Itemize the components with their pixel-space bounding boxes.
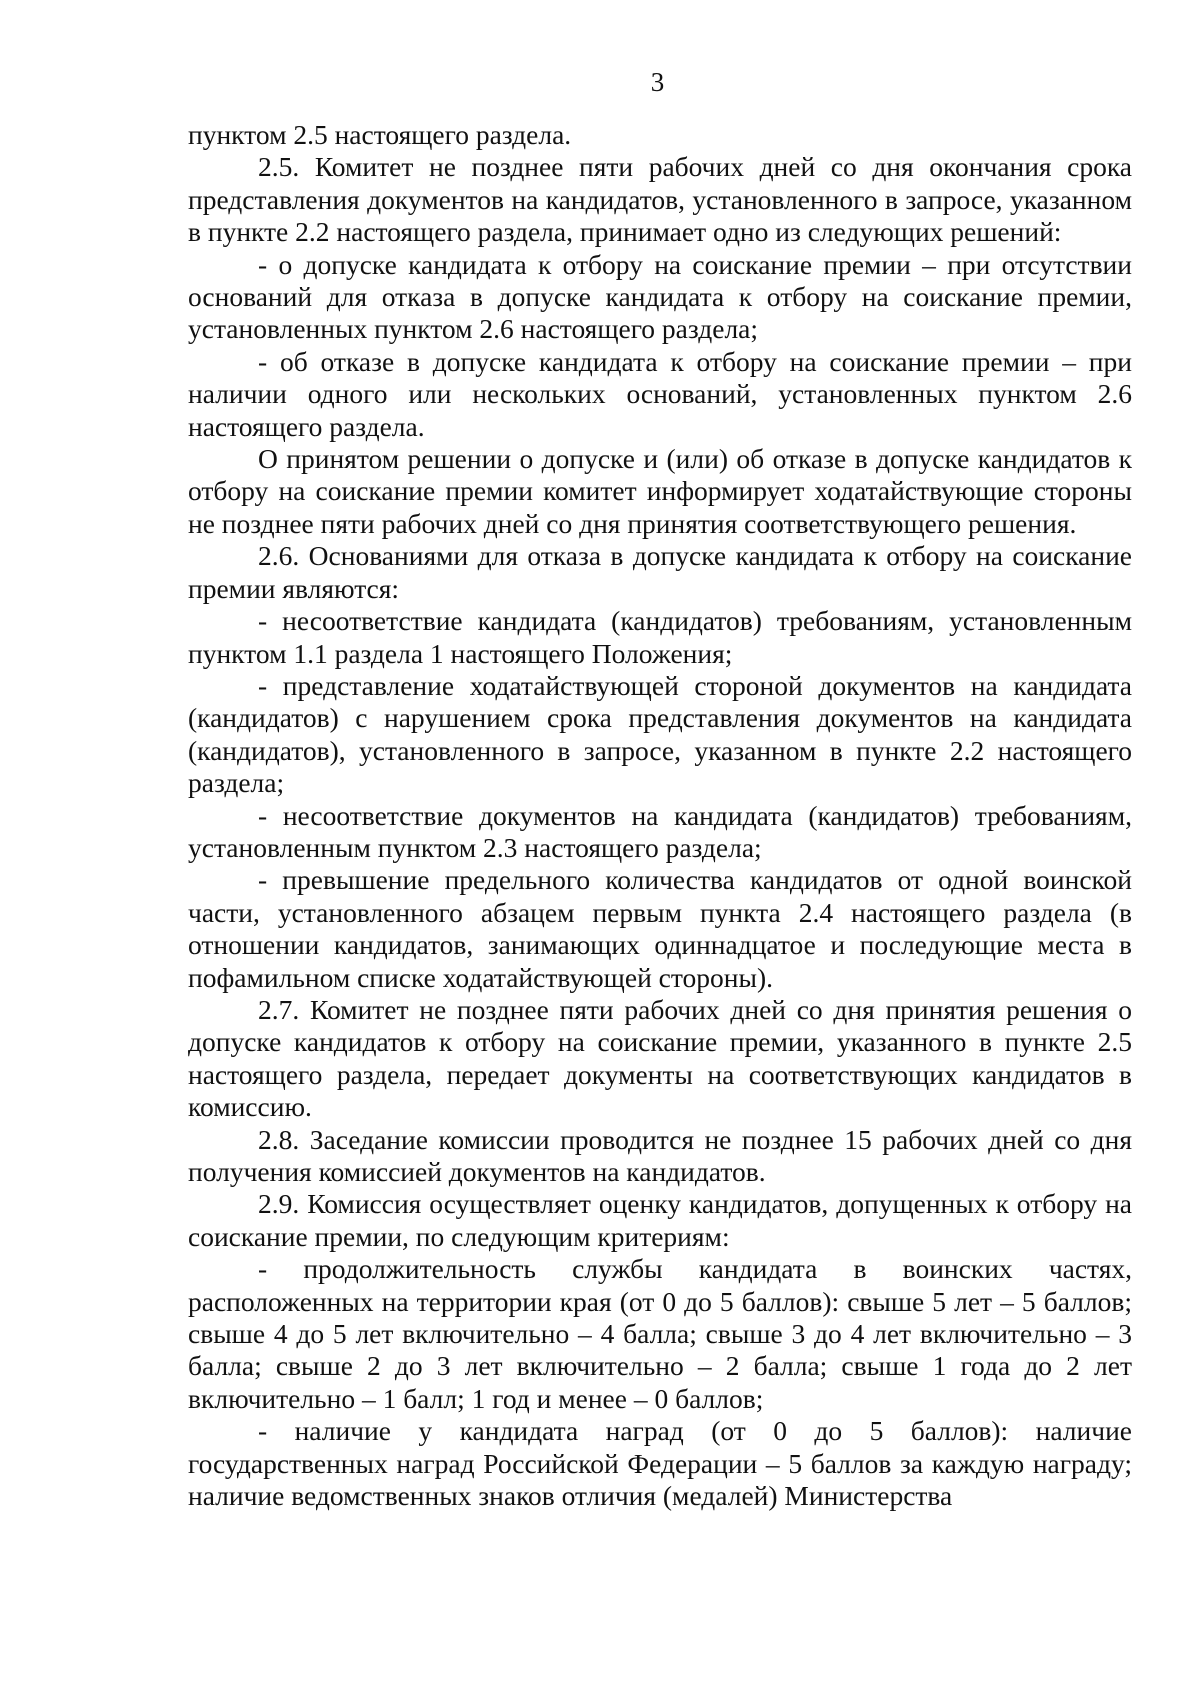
paragraph-continuation: пунктом 2.5 настоящего раздела. <box>188 119 572 150</box>
paragraph-2-6: 2.6. Основаниями для отказа в допуске кандидата к отбору на соискание премии являются: <box>188 540 1132 604</box>
list-item-refusal: - об отказе в допуске кандидата к отбору на соискание премии – при наличии одного или нескольких оснований, установленных пунктом 2.6 настоящего раздела. <box>188 345 1132 442</box>
paragraph-decision-notice: О принятом решении о допуске и (или) об отказе в допуске кандидатов к отбору на соискание премии комитет информирует ходатайствующие стороны не позднее пяти рабочих дней со дня принятия соответствующего решения. <box>188 443 1132 539</box>
list-item-admission: - о допуске кандидата к отбору на соискание премии – при отсутствии оснований для отказа в допуске кандидата к отбору на соискание премии, установленных пунктом 2.6 настоящего раздела; <box>188 248 1132 345</box>
page-number: 3 <box>650 67 665 97</box>
document-body <box>188 119 1132 1512</box>
list-item-limit-exceeded: - превышение предельного количества кандидатов от одной воинской части, установленного абзацем первым пункта 2.4 настоящего раздела (в отношении кандидатов, занимающих одиннадцатое и последующие места в пофамильном списке ходатайствующей стороны). <box>188 864 1132 993</box>
paragraph-2-7: 2.7. Комитет не позднее пяти рабочих дней со дня принятия решения о допуске кандидатов к отбору на соискание премии, указанного в пункте 2.5 настоящего раздела, передает документы на соответствующих кандидатов в комиссию. <box>188 993 1132 1123</box>
paragraph-2-5: 2.5. Комитет не позднее пяти рабочих дней со дня окончания срока представления документов на кандидатов, установленного в запросе, указанном в пункте 2.2 настоящего раздела, принимает одно из следующих решений: <box>188 151 1132 248</box>
paragraph-2-9: 2.9. Комиссия осуществляет оценку кандидатов, допущенных к отбору на соискание премии, по следующим критериям: <box>188 1188 1132 1252</box>
list-item-documents-mismatch: - несоответствие документов на кандидата (кандидатов) требованиям, установленным пунктом 2.3 настоящего раздела; <box>188 799 1132 863</box>
list-item-candidate-mismatch: - несоответствие кандидата (кандидатов) требованиям, установленным пунктом 1.1 раздела 1 настоящего Положения; <box>188 605 1132 669</box>
list-item-late-submission: - представление ходатайствующей стороной документов на кандидата (кандидатов) с нарушением срока представления документов на кандидата (кандидатов), установленного в запросе, указанном в пункте 2.2 настоящего раздела; <box>188 669 1132 799</box>
paragraph-2-8: 2.8. Заседание комиссии проводится не позднее 15 рабочих дней со дня получения комиссией документов на кандидатов. <box>188 1123 1132 1187</box>
list-item-awards: - наличие у кандидата наград (от 0 до 5 баллов): наличие государственных наград Российской Федерации – 5 баллов за каждую награду; наличие ведомственных знаков отличия (медалей) Министерства <box>188 1415 1132 1512</box>
list-item-service-duration: - продолжительность службы кандидата в воинских частях, расположенных на территории края (от 0 до 5 баллов): свыше 5 лет – 5 баллов; свыше 4 до 5 лет включительно – 4 балла; свыше 3 до 4 лет включительно – 3 балла; свыше 2 до 3 лет включительно – 2 балла; свыше 1 года до 2 лет включительно – 1 балл; 1 год и менее – 0 баллов; <box>188 1253 1132 1414</box>
